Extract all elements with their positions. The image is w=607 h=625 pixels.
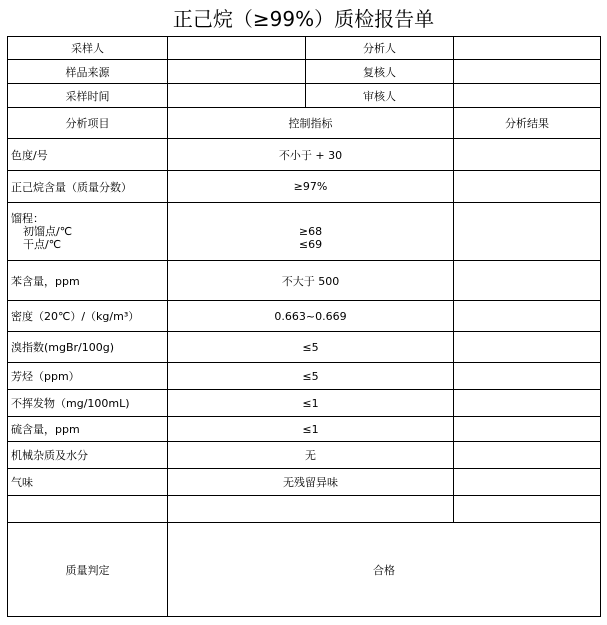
item-name: 气味 [8, 469, 168, 496]
item-name: 密度（20℃）/（kg/m³） [8, 301, 168, 332]
item-result[interactable] [454, 332, 601, 363]
initial-boiling-point-label: 初馏点/℃ [23, 225, 73, 238]
table-row [8, 261, 601, 301]
item-name [8, 496, 168, 523]
item-spec: 0.663~0.669 [168, 301, 454, 332]
reviewer-value[interactable] [454, 60, 601, 84]
item-spec: ≥97% [168, 171, 454, 203]
table-row [8, 332, 601, 363]
info-row-time [8, 84, 601, 108]
item-result[interactable] [454, 469, 601, 496]
item-spec: ≤5 [168, 363, 454, 390]
sampler-value[interactable] [168, 37, 306, 60]
item-name: 色度/号 [8, 139, 168, 171]
item-result[interactable] [454, 390, 601, 417]
item-result[interactable] [454, 417, 601, 442]
info-row-source [8, 60, 601, 84]
header-result: 分析结果 [454, 108, 601, 139]
item-name: 不挥发物（mg/100mL) [8, 390, 168, 417]
item-name: 机械杂质及水分 [8, 442, 168, 469]
judgement-label: 质量判定 [8, 523, 168, 617]
table-row [8, 417, 601, 442]
analyst-label: 分析人 [306, 37, 454, 60]
reviewer-label: 复核人 [306, 60, 454, 84]
item-name [8, 203, 168, 261]
table-row [8, 203, 601, 261]
judgement-value[interactable]: 合格 [168, 523, 601, 617]
header-spec: 控制指标 [168, 108, 454, 139]
header-item: 分析项目 [8, 108, 168, 139]
approver-value[interactable] [454, 84, 601, 108]
item-spec: 无残留异味 [168, 469, 454, 496]
item-result[interactable] [454, 261, 601, 301]
item-spec: 不小于 + 30 [168, 139, 454, 171]
report-title: 正己烷（≥99%）质检报告单 [172, 7, 435, 31]
analyst-value[interactable] [454, 37, 601, 60]
table-row [8, 171, 601, 203]
dry-point-spec: ≤69 [298, 237, 323, 251]
item-spec: 不大于 500 [168, 261, 454, 301]
item-result[interactable] [454, 496, 601, 523]
table-row [8, 363, 601, 390]
table-row [8, 301, 601, 332]
item-spec: 无 [168, 442, 454, 469]
item-spec [168, 496, 454, 523]
item-result[interactable] [454, 442, 601, 469]
table-row [8, 442, 601, 469]
item-result[interactable] [454, 171, 601, 203]
item-result[interactable] [454, 363, 601, 390]
item-name: 溴指数(mgBr/100g) [8, 332, 168, 363]
distillation-label: 馏程： [11, 212, 44, 225]
item-name: 正己烷含量（质量分数） [8, 171, 168, 203]
table-row [8, 390, 601, 417]
approver-label: 审核人 [306, 84, 454, 108]
table-row-blank [8, 496, 601, 523]
sampling-time-value[interactable] [168, 84, 306, 108]
item-spec: ≤1 [168, 390, 454, 417]
dry-point-label: 干点/℃ [23, 238, 62, 251]
sampler-label: 采样人 [8, 37, 168, 60]
inspection-table [7, 36, 601, 617]
source-value[interactable] [168, 60, 306, 84]
item-result[interactable] [454, 203, 601, 261]
item-result[interactable] [454, 301, 601, 332]
table-row [8, 469, 601, 496]
item-spec: ≤5 [168, 332, 454, 363]
item-spec: ≤1 [168, 417, 454, 442]
judgement-row [8, 523, 601, 617]
item-name: 硫含量，ppm [8, 417, 168, 442]
item-name: 芳烃（ppm） [8, 363, 168, 390]
sampling-time-label: 采样时间 [8, 84, 168, 108]
table-row [8, 139, 601, 171]
item-name: 苯含量，ppm [8, 261, 168, 301]
source-label: 样品来源 [8, 60, 168, 84]
item-spec [168, 203, 454, 261]
info-row-sampler [8, 37, 601, 60]
initial-boiling-point-spec: ≥68 [298, 224, 323, 238]
header-row [8, 108, 601, 139]
item-result[interactable] [454, 139, 601, 171]
